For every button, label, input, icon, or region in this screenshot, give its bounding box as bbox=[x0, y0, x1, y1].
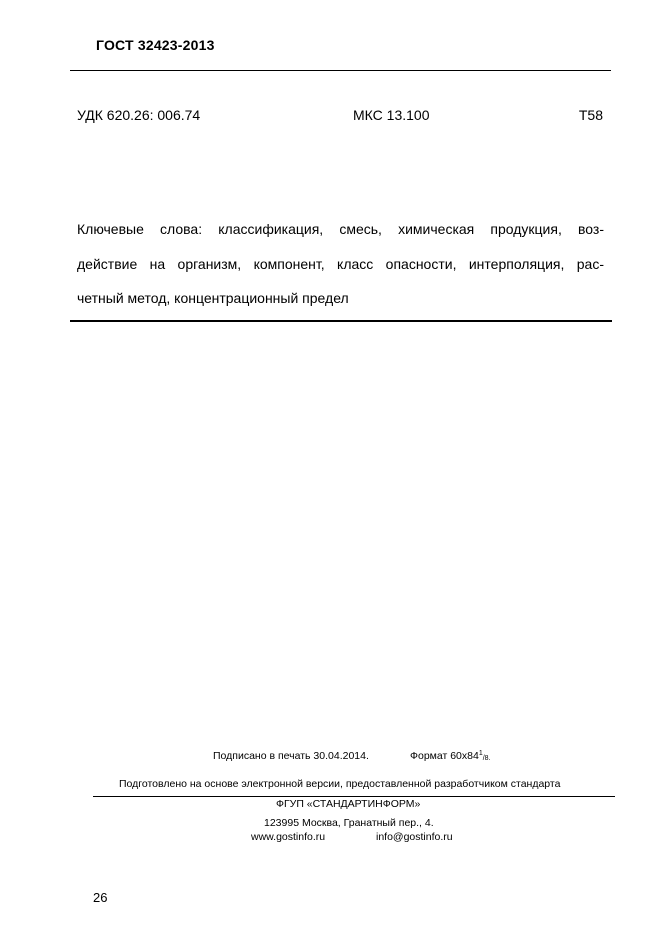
signed-date: Подписано в печать 30.04.2014. bbox=[213, 750, 369, 762]
keywords-block bbox=[77, 212, 604, 316]
keywords-line: действие на организм, компонент, класс опасности, интерполяция, рас- bbox=[77, 255, 604, 272]
paper-format bbox=[410, 750, 491, 762]
header-rule bbox=[70, 70, 611, 71]
publisher-name: ФГУП «СТАНДАРТИНФОРМ» bbox=[276, 798, 421, 810]
format-denominator: /8. bbox=[482, 755, 491, 762]
category-code: Т58 bbox=[578, 107, 603, 123]
format-label: Формат 60x84 bbox=[410, 750, 479, 762]
classification-row bbox=[77, 107, 603, 125]
keywords-line: Ключевые слова: классификация, смесь, химическая продукция, воз- bbox=[77, 221, 604, 237]
imprint-rule bbox=[93, 796, 615, 797]
format-numerator: 1 bbox=[478, 750, 483, 757]
prepared-note: Подготовлено на основе электронной версии, предоставленной разработчиком стандарта bbox=[119, 778, 561, 790]
keywords-line: четный метод, концентрационный предел bbox=[77, 290, 349, 306]
keywords-rule bbox=[70, 320, 612, 322]
publisher-address: 123995 Москва, Гранатный пер., 4. bbox=[264, 817, 434, 829]
page-number: 26 bbox=[93, 890, 108, 905]
mks-code: МКС 13.100 bbox=[353, 107, 430, 123]
standard-header: ГОСТ 32423-2013 bbox=[96, 37, 215, 53]
publisher-email: info@gostinfo.ru bbox=[376, 831, 453, 843]
publisher-website: www.gostinfo.ru bbox=[251, 831, 326, 843]
udk-code: УДК 620.26: 006.74 bbox=[77, 107, 201, 123]
